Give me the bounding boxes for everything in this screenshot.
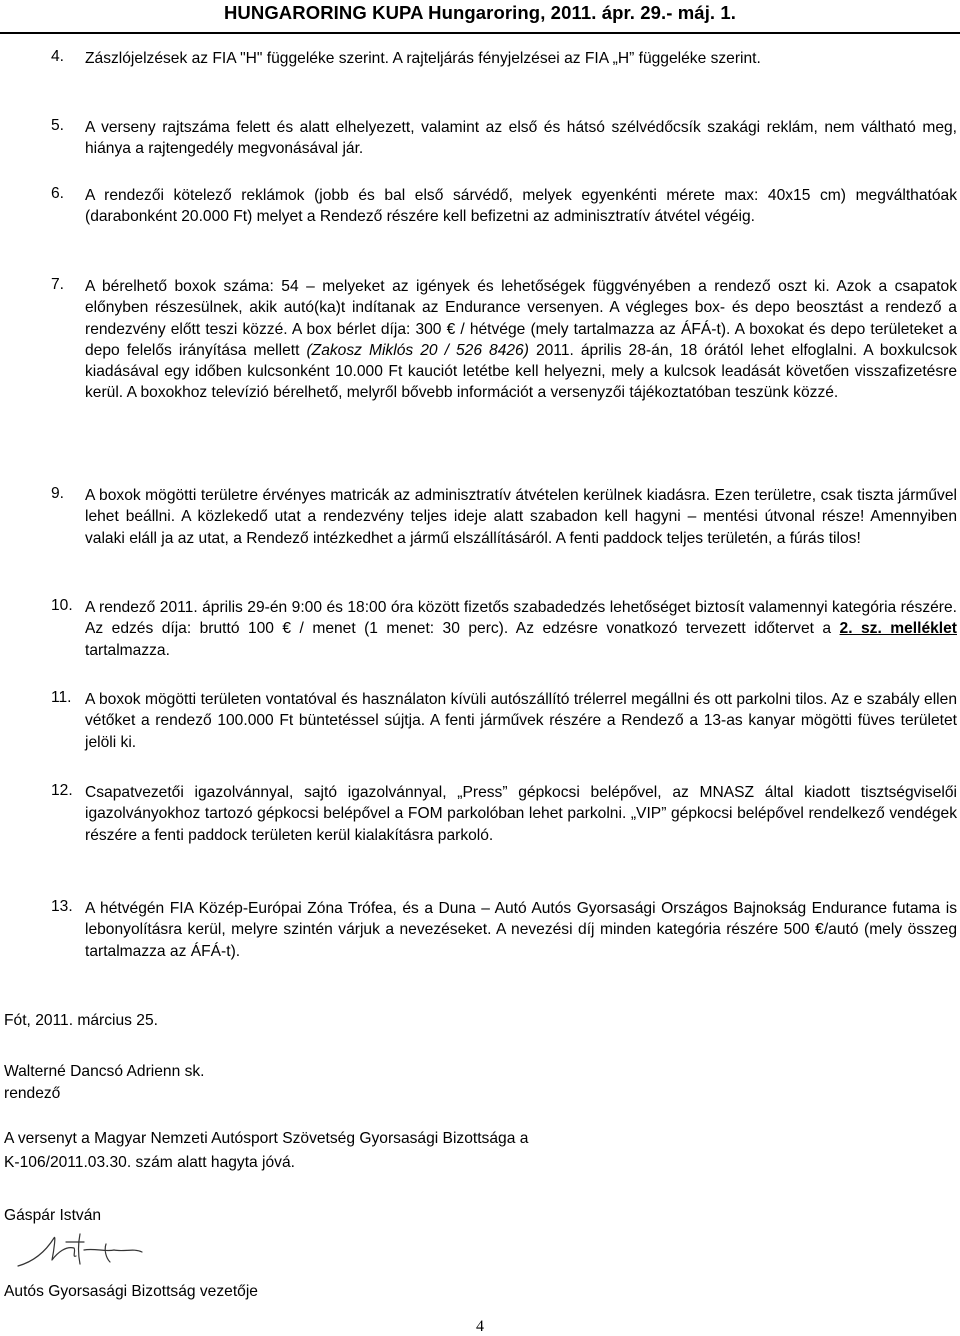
item-text-part: 2011. április 28-án, 18 órától lehet elfoglalni. A boxkulcsok kiadásával egy időben kulcsonként 10.000 Ft kauciót letétbe kell helyezni, mely a kulcsok leadását követően visszafizetésre kerül. A boxokhoz televízió bérelhető, melyről bővebb információt a versenyzői tájékoztatóban teszünk közzé. bbox=[85, 341, 957, 402]
item-text: A rendezői kötelező reklámok (jobb és bal első sárvédő, melyek egyenkénti mérete max: 40x15 cm) megválthatóak (darabonként 20.000 Ft) melyet a Rendező részére kell befizetni az adminisztratív átvétel végéig. bbox=[85, 187, 957, 226]
item-number: 9. bbox=[51, 485, 65, 502]
item-number: 4. bbox=[51, 48, 65, 65]
list-item bbox=[51, 276, 957, 404]
item-text: A verseny rajtszáma felett és alatt elhelyezett, valamint az első és hátsó szélvédőcsík szakági reklám, nem váltható meg, hiánya a rajtengedély megvonásával jár. bbox=[85, 119, 957, 158]
item-text: Csapatvezetői igazolvánnyal, sajtó igazolvánnyal, „Press” gépkocsi belépővel, az MNASZ által kiadott tisztségviselői igazolványokhoz tartozó gépkocsi belépővel a FOM parkolóban lehet parkolni. „VIP” gépkocsi belépővel rendelkező vendégek részére a fenti paddock területen kerül kialakításra parkoló. bbox=[85, 784, 957, 844]
handwritten-signature bbox=[14, 1228, 146, 1272]
item-text bbox=[85, 597, 957, 661]
list-item bbox=[51, 782, 957, 846]
list-item bbox=[51, 689, 957, 753]
list-item bbox=[51, 898, 957, 962]
item-text: A boxok mögötti területre érvényes matricák az adminisztratív átvételen kerülnek kiadásra. Ezen területre, csak tiszta járművel lehet beállni. A közlekedő utat a rendezvény teljes ideje alatt szabadon kell hagyni – mentési útvonal része! Amennyiben valaki eláll ja az utat, a Rendező intézkedhet a jármű elszállításáról. A fenti paddock teljes területén, a fúrás tilos! bbox=[85, 487, 957, 547]
organizer-name: Walterné Dancsó Adrienn sk. bbox=[4, 1063, 205, 1080]
list-item bbox=[51, 485, 957, 549]
contact-person: (Zakosz Miklós 20 / 526 8426) bbox=[306, 341, 529, 359]
item-text: Zászlójelzések az FIA "H" függeléke szerint. A rajteljárás fényjelzései az FIA „H” függeléke szerint. bbox=[85, 50, 761, 67]
list-item bbox=[51, 597, 957, 661]
header-rule bbox=[0, 32, 960, 34]
item-number: 11. bbox=[51, 689, 72, 706]
annex-reference: 2. sz. melléklet bbox=[839, 620, 957, 638]
page-number: 4 bbox=[476, 1318, 484, 1335]
list-item bbox=[51, 48, 957, 69]
organizer-role: rendező bbox=[4, 1085, 61, 1102]
item-number: 7. bbox=[51, 276, 65, 293]
item-text-part: tartalmazza. bbox=[85, 641, 170, 659]
item-text bbox=[85, 276, 957, 404]
item-number: 5. bbox=[51, 117, 65, 134]
item-number: 13. bbox=[51, 898, 73, 915]
item-text-part: A rendező 2011. április 29-én 9:00 és 18:00 óra között fizetős szabadedzés lehetőséget biztosít valamennyi kategória részére. Az edzés díja: bruttó 100 € / menet (1 menet: 30 perc). Az edzésre vonatkozó tervezett időtervet a bbox=[85, 599, 957, 638]
list-item bbox=[51, 185, 957, 228]
item-text-part: A bérelhető boxok száma: 54 – melyeket az igények és lehetőségek függvényében a rendező oszt ki. Azok a csapatok előnyben részesülnek, akik autó(ka)t indítanak az Endurance versenyen. A végleges box- és depo beosztást a rendező a rendezvény előtt teszi közzé. A box bérlet díja: 300 € / hétvége (mely tartalmazza az ÁFÁ-t). A boxokat és depo területeket a depo felelős irányítása mellett bbox=[85, 278, 957, 359]
page-header-title: HUNGARORING KUPA Hungaroring, 2011. ápr. 29.- máj. 1. bbox=[223, 2, 737, 23]
list-item bbox=[51, 117, 957, 160]
item-text: A boxok mögötti területen vontatóval és használaton kívüli autószállító trélerrel megállni és ott parkolni tilos. Az e szabály ellen vétőket a rendező 100.000 Ft büntetéssel sújtja. A fenti járművek részére a Rendező a 13-as kanyar mögötti füves területet jelöli ki. bbox=[85, 691, 957, 751]
signer-role: Autós Gyorsasági Bizottság vezetője bbox=[4, 1283, 258, 1300]
place-date: Fót, 2011. március 25. bbox=[4, 1012, 158, 1029]
approval-line-2: K-106/2011.03.30. szám alatt hagyta jóvá. bbox=[4, 1154, 295, 1171]
item-number: 6. bbox=[51, 185, 65, 202]
item-number: 12. bbox=[51, 782, 73, 799]
item-number: 10. bbox=[51, 597, 73, 614]
signer-name: Gáspár István bbox=[4, 1207, 102, 1224]
item-text: A hétvégén FIA Közép-Európai Zóna Trófea, és a Duna – Autó Autós Gyorsasági Országos Bajnokság Endurance futama is lebonyolításra kerül, melyre szintén várjuk a nevezéseket. A nevezési díj minden kategória részére 500 €/autó (mely összeg tartalmazza az ÁFÁ-t). bbox=[85, 900, 957, 960]
approval-line-1: A versenyt a Magyar Nemzeti Autósport Szövetség Gyorsasági Bizottsága a bbox=[4, 1130, 529, 1147]
